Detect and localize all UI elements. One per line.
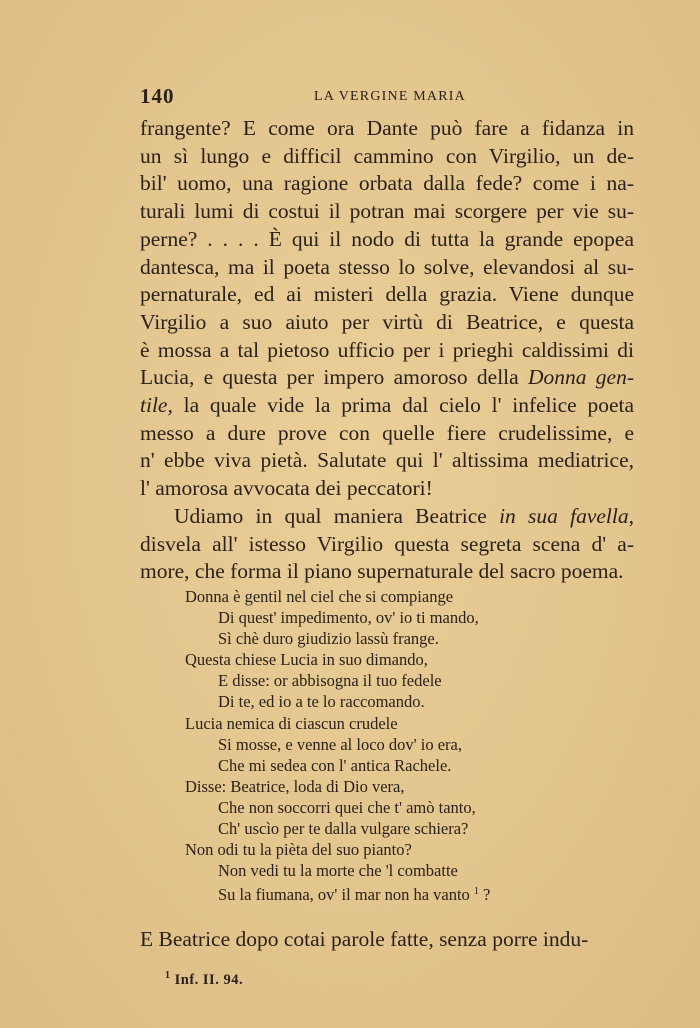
verse-line [185,818,490,839]
verse-line [185,628,490,649]
text-line: è mossa a tal pietoso ufficio per i prieghi caldissimi di [140,337,634,362]
verse-quotation [185,586,490,905]
page-number: 140 [140,84,175,108]
text-line: n' ebbe viva pietà. Salutate qui l' altissima mediatrice, [140,448,634,473]
verse-line [185,860,490,881]
verse-line [185,734,490,755]
text-line: bil' uomo, una ragione orbata dalla fede? come i na- [140,171,634,196]
verse-line [185,839,490,860]
verse-line [185,755,490,776]
verse-line [185,670,490,691]
text-line: perne? . . . . È qui il nodo di tutta la grande epopea [140,226,634,251]
text-line: more, che forma il piano supernaturale del sacro poema. [140,559,624,584]
verse-end-punctuation: ? [483,885,491,905]
text-line: l' amorosa avvocata dei peccatori! [140,476,433,501]
verse-text: E disse: or abbisogna il tuo fedele [218,671,442,691]
text-line: un sì lungo e difficil cammino con Virgilio, un de- [140,143,634,168]
body-text [140,115,634,586]
verse-text: Disse: Beatrice, loda di Dio vera, [185,776,405,796]
verse-text: Di te, ed io a te lo raccomando. [218,692,425,712]
running-title: LA VERGINE MARIA [314,89,466,104]
verse-text: Si mosse, e venne al loco dov' io era, [218,734,462,754]
verse-text: Questa chiese Lucia in suo dimando, [185,650,428,670]
text-line: disvela all' istesso Virgilio questa segreta scena d' a- [140,531,634,556]
verse-text: Non vedi tu la morte che 'l combatte [218,861,458,881]
verse-text: Non odi tu la pièta del suo pianto? [185,840,412,860]
verse-text: Lucia nemica di ciascun crudele [185,713,398,733]
italic-phrase: in sua favella [499,503,629,528]
page-header [140,84,634,108]
verse-line [185,649,490,670]
text-line [140,364,634,392]
text-line: dantesca, ma il poeta stesso lo solve, elevandosi al su- [140,254,634,279]
verse-text: Di quest' impedimento, ov' io ti mando, [218,608,479,628]
italic-phrase: tile, [140,393,173,418]
verse-line [185,691,490,712]
verse-line [185,776,490,797]
verse-text: Che mi sedea con l' antica Rachele. [218,755,452,775]
text-line: messo a dure prove con quelle fiere crudelissime, e [140,420,634,445]
verse-text: Ch' uscìo per te dalla vulgare schiera? [218,819,469,839]
text-line: frangente? E come ora Dante può fare a fidanza in [140,116,634,140]
text-line: pernaturale, ed ai misteri della grazia. Viene dunque [140,282,634,307]
verse-line [185,797,490,818]
verse-line [185,881,490,905]
text-line: Virgilio a suo aiuto per virtù di Beatrice, e questa [140,309,634,334]
text-run: la quale vide la prima dal cielo l' infelice poeta [183,393,634,418]
text-run: Lucia, e questa per impero amoroso della [140,365,519,390]
verse-line [185,607,490,628]
verse-text: Sì chè duro giudizio lassù frange. [218,629,439,649]
text-run: Udiamo in qual maniera Beatrice [174,503,487,528]
verse-line [185,586,490,607]
verse-text: Che non soccorri quei che t' amò tanto, [218,797,476,817]
italic-phrase: Donna gen- [527,365,635,390]
footnote-text: Inf. II. 94. [174,972,244,988]
verse-line [185,713,490,734]
footnote-marker: 1 [165,970,171,981]
text-line [140,503,634,531]
footnote [165,970,243,989]
footnote-reference: 1 [473,886,479,898]
text-line [140,392,634,420]
closing-line: E Beatrice dopo cotai parole fatte, senza porre indu- [140,927,589,951]
text-run: , [628,503,635,528]
verse-text: Donna è gentil nel ciel che si compiange [185,587,454,606]
verse-text: Su la fiumana, ov' il mar non ha vanto [218,885,470,905]
text-line: turali lumi di costui il potran mai scorgere per vie su- [140,199,634,224]
